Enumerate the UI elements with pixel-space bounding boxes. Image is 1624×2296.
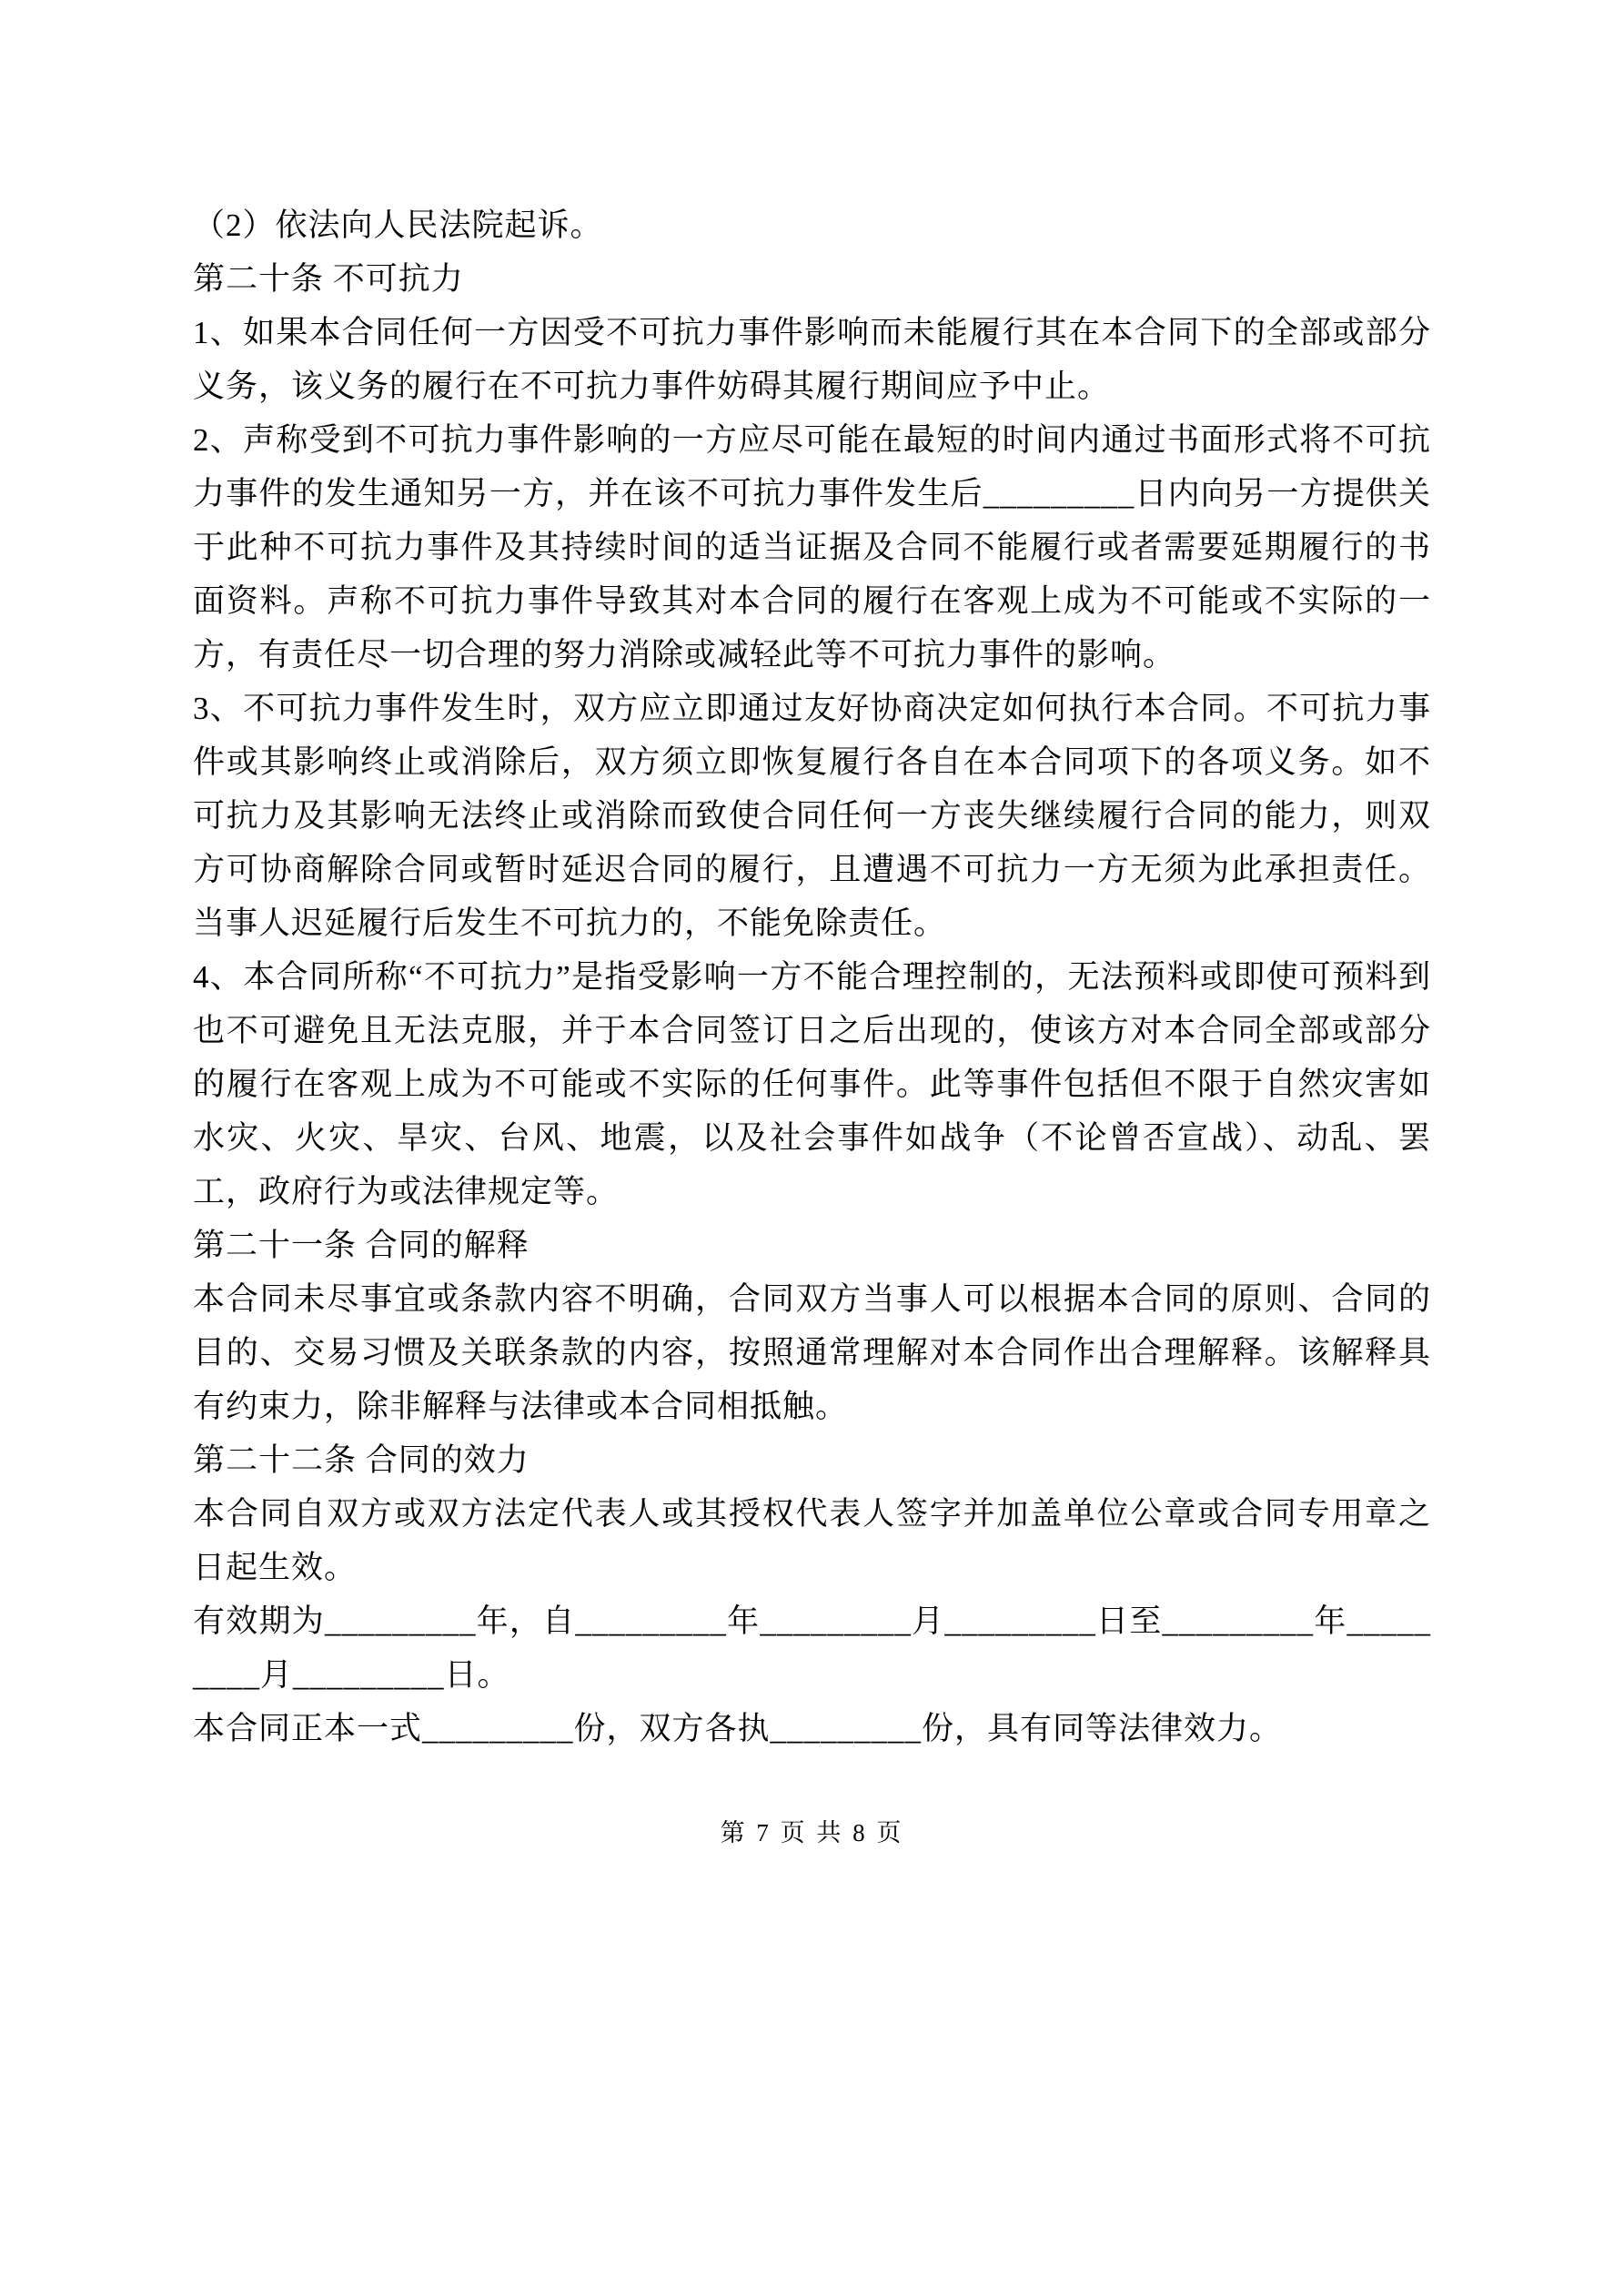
clause-20-heading: 第二十条 不可抗力	[193, 261, 464, 297]
clause-22-heading: 第二十二条 合同的效力	[193, 1442, 530, 1478]
clause-20-item-3: 3、不可抗力事件发生时，双方应立即通过友好协商决定如何执行本合同。不可抗力事件或其影响终止或消除后，双方须立即恢复履行各自在本合同项下的各项义务。如不可抗力及其影响无法终止或消除而致使合同任何一方丧失继续履行合同的能力，则双方可协商解除合同或暂时延迟合同的履行，且遭遇不可抗力一方无须为此承担责任。当事人迟延履行后发生不可抗力的，不能免除责任。	[193, 691, 1431, 941]
page-number-footer: 第 7 页 共 8 页	[720, 1819, 904, 1846]
clause-22-body: 本合同自双方或双方法定代表人或其授权代表人签字并加盖单位公章或合同专用章之日起生效。	[193, 1496, 1431, 1585]
validity-period-line: 有效期为_________年，自_________年_________月_________日至_________年_________月_________日。	[193, 1603, 1431, 1693]
clause-20-item-1: 1、如果本合同任何一方因受不可抗力事件影响而未能履行其在本合同下的全部或部分义务，该义务的履行在不可抗力事件妨碍其履行期间应予中止。	[193, 315, 1431, 404]
clause-21-heading: 第二十一条 合同的解释	[193, 1228, 530, 1263]
contract-body	[193, 198, 1431, 1755]
clause-20-item-4: 4、本合同所称“不可抗力”是指受影响一方不能合理控制的，无法预料或即使可预料到也不可避免且无法克服，并于本合同签订日之后出现的，使该方对本合同全部或部分的履行在客观上成为不可能或不实际的任何事件。此等事件包括但不限于自然灾害如水灾、火灾、旱灾、台风、地震，以及社会事件如战争（不论曾否宣战）、动乱、罢工，政府行为或法律规定等。	[193, 959, 1431, 1209]
clause-20-item-2: 2、声称受到不可抗力事件影响的一方应尽可能在最短的时间内通过书面形式将不可抗力事件的发生通知另一方，并在该不可抗力事件发生后_________日内向另一方提供关于此种不可抗力事件及其持续时间的适当证据及合同不能履行或者需要延期履行的书面资料。声称不可抗力事件导致其对本合同的履行在客观上成为不可能或不实际的一方，有责任尽一切合理的努力消除或减轻此等不可抗力事件的影响。	[193, 422, 1431, 673]
clause-21-body: 本合同未尽事宜或条款内容不明确，合同双方当事人可以根据本合同的原则、合同的目的、交易习惯及关联条款的内容，按照通常理解对本合同作出合理解释。该解释具有约束力，除非解释与法律或本合同相抵触。	[193, 1281, 1431, 1424]
clause-lawsuit-item: （2）依法向人民法院起诉。	[193, 207, 603, 243]
copies-line: 本合同正本一式_________份，双方各执_________份，具有同等法律效力。	[193, 1711, 1283, 1746]
